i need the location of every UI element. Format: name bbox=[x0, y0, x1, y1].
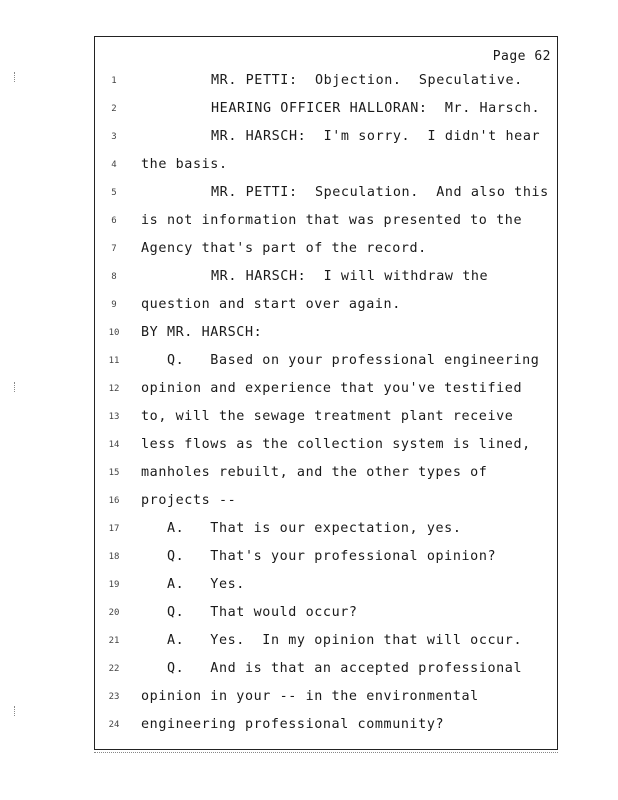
line-text: to, will the sewage treatment plant receive bbox=[141, 409, 514, 424]
line-number: 7 bbox=[111, 244, 117, 254]
transcript-line bbox=[95, 213, 557, 235]
bottom-rule bbox=[94, 752, 558, 753]
line-text: Q. That's your professional opinion? bbox=[167, 549, 497, 564]
line-text: question and start over again. bbox=[141, 297, 401, 312]
line-number: 16 bbox=[108, 496, 120, 506]
line-number: 5 bbox=[111, 188, 117, 198]
transcript-line bbox=[95, 661, 557, 683]
line-number: 4 bbox=[111, 160, 117, 170]
line-number: 6 bbox=[111, 216, 117, 226]
transcript-line bbox=[95, 689, 557, 711]
transcript-line bbox=[95, 465, 557, 487]
line-text: engineering professional community? bbox=[141, 717, 445, 732]
line-number: 11 bbox=[108, 356, 120, 366]
line-number: 12 bbox=[108, 384, 120, 394]
line-number: 2 bbox=[111, 104, 117, 114]
line-text: opinion and experience that you've testified bbox=[141, 381, 523, 396]
line-number: 3 bbox=[111, 132, 117, 142]
line-number: 24 bbox=[108, 720, 120, 730]
line-text: manholes rebuilt, and the other types of bbox=[141, 465, 488, 480]
line-text: Q. Based on your professional engineering bbox=[167, 353, 540, 368]
transcript-line bbox=[95, 129, 557, 151]
transcript-line bbox=[95, 269, 557, 291]
transcript-page bbox=[94, 36, 558, 750]
transcript-line bbox=[95, 157, 557, 179]
scan-mark bbox=[14, 72, 18, 82]
line-number: 20 bbox=[108, 608, 120, 618]
line-number: 23 bbox=[108, 692, 120, 702]
line-number: 9 bbox=[111, 300, 117, 310]
line-text: A. Yes. In my opinion that will occur. bbox=[167, 633, 523, 648]
line-text: Q. And is that an accepted professional bbox=[167, 661, 523, 676]
line-text: HEARING OFFICER HALLORAN: Mr. Harsch. bbox=[211, 101, 541, 116]
scan-mark bbox=[14, 706, 18, 716]
line-number: 14 bbox=[108, 440, 120, 450]
line-number: 1 bbox=[111, 76, 117, 86]
transcript-line bbox=[95, 493, 557, 515]
line-text: MR. PETTI: Speculation. And also this bbox=[211, 185, 549, 200]
line-number: 17 bbox=[108, 524, 120, 534]
line-text: projects -- bbox=[141, 493, 237, 508]
line-text: MR. HARSCH: I will withdraw the bbox=[211, 269, 489, 284]
page-number: Page 62 bbox=[492, 49, 551, 64]
line-text: MR. PETTI: Objection. Speculative. bbox=[211, 73, 523, 88]
line-number: 18 bbox=[108, 552, 120, 562]
line-text: Q. That would occur? bbox=[167, 605, 358, 620]
transcript-line bbox=[95, 437, 557, 459]
line-text: the basis. bbox=[141, 157, 228, 172]
line-number: 8 bbox=[111, 272, 117, 282]
line-text: BY MR. HARSCH: bbox=[141, 325, 263, 340]
line-number: 19 bbox=[108, 580, 120, 590]
line-text: Agency that's part of the record. bbox=[141, 241, 427, 256]
transcript-line bbox=[95, 73, 557, 95]
line-text: A. Yes. bbox=[167, 577, 245, 592]
transcript-line bbox=[95, 353, 557, 375]
transcript-line bbox=[95, 605, 557, 627]
transcript-line bbox=[95, 101, 557, 123]
line-text: opinion in your -- in the environmental bbox=[141, 689, 479, 704]
transcript-line bbox=[95, 577, 557, 599]
transcript-line bbox=[95, 241, 557, 263]
line-number: 15 bbox=[108, 468, 120, 478]
line-number: 13 bbox=[108, 412, 120, 422]
transcript-line bbox=[95, 185, 557, 207]
line-text: MR. HARSCH: I'm sorry. I didn't hear bbox=[211, 129, 541, 144]
transcript-line bbox=[95, 409, 557, 431]
line-text: A. That is our expectation, yes. bbox=[167, 521, 462, 536]
line-number: 22 bbox=[108, 664, 120, 674]
line-text: is not information that was presented to the bbox=[141, 213, 523, 228]
line-number: 10 bbox=[108, 328, 120, 338]
transcript-line bbox=[95, 521, 557, 543]
scan-mark bbox=[14, 382, 18, 392]
line-number: 21 bbox=[108, 636, 120, 646]
transcript-line bbox=[95, 549, 557, 571]
line-text: less flows as the collection system is lined, bbox=[141, 437, 531, 452]
transcript-line bbox=[95, 633, 557, 655]
transcript-line bbox=[95, 297, 557, 319]
transcript-line bbox=[95, 717, 557, 739]
transcript-line bbox=[95, 325, 557, 347]
transcript-line bbox=[95, 381, 557, 403]
